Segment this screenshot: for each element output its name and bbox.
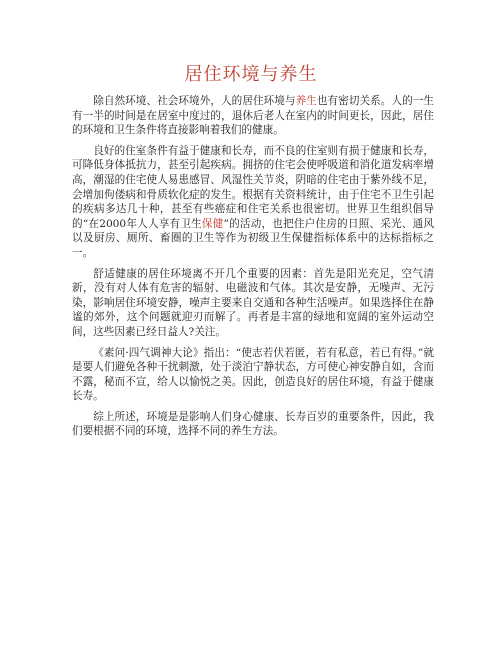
- paragraph-1-text-b: 也有密切关系。人的一生有一半的时间是在居室中度过的，退休后老人在室内的时间更长，因此，居住的环境和卫生条件将直接影响着我们的健康。: [72, 95, 435, 137]
- paragraph-3-text: 舒适健康的居住环境离不开几个重要的因素：首先是阳光充足，空气清新，没有对人体有危害的辐射、电磁波和气体。其次是安静，无噪声、无污染，影响居住环境安静，噪声主要来自交通和各种生活噪声。如果选择住在静谧的郊外，这个问题就迎刃而解了。再者是丰富的绿地和宽阔的室外运动空间，这些因素已经日益人?关注。: [72, 267, 434, 338]
- paragraph-5: [72, 410, 434, 439]
- paragraph-4-text: 《素问·四气调神大论》指出：“使志若伏若匿，若有私意，若已有得。”就是要人们避免各种干扰刺激，处于淡泊宁静状态，方可使心神安静自如，含而不露，秘而不宣，给人以愉悦之美。因此，创造良好的居住环境，有益于健康长寿。: [72, 346, 434, 403]
- paragraph-2-text-a: 良好的住室条件有益于健康和长寿，而不良的住室则有损于健康和长寿，可降低身体抵抗力，甚至引起疾病。拥挤的住宅会使呼吸道和消化道发病率增高，潮湿的住宅使人易患感冒、风湿性关节炎，阴暗的住宅由于紫外线不足，会增加佝偻病和骨质软化症的发生。根据有关资料统计，由于住宅不卫生引起的疾病多达几十种，甚至有些癌症和住宅关系也很密切。世界卫生组织倡导的“在2000年人人享有卫生: [72, 144, 434, 230]
- paragraph-5-text: 综上所述，环境是是影响人们身心健康、长寿百岁的重要条件，因此，我们要根据不同的环境，选择不同的养生方法。: [72, 410, 434, 438]
- paragraph-4: [72, 346, 434, 404]
- page-title: 居住环境与养生: [184, 64, 318, 85]
- paragraph-1-highlight-link[interactable]: 养生: [295, 95, 317, 107]
- paragraph-2: [72, 144, 434, 261]
- paragraph-2-text-b: ”的活动，也把住户住房的日照、采光、通风以及厨房、厕所、畜圈的卫生等作为初级卫生保健指标体系中的达标指标之一。: [72, 217, 434, 259]
- paragraph-1-text-a: 除自然环境、社会环境外，人的居住环境与: [93, 95, 296, 107]
- paragraph-2-highlight-link[interactable]: 保健: [201, 217, 224, 230]
- paragraph-3: [72, 267, 434, 340]
- paragraph-1: [72, 94, 434, 138]
- article-body: [72, 94, 434, 439]
